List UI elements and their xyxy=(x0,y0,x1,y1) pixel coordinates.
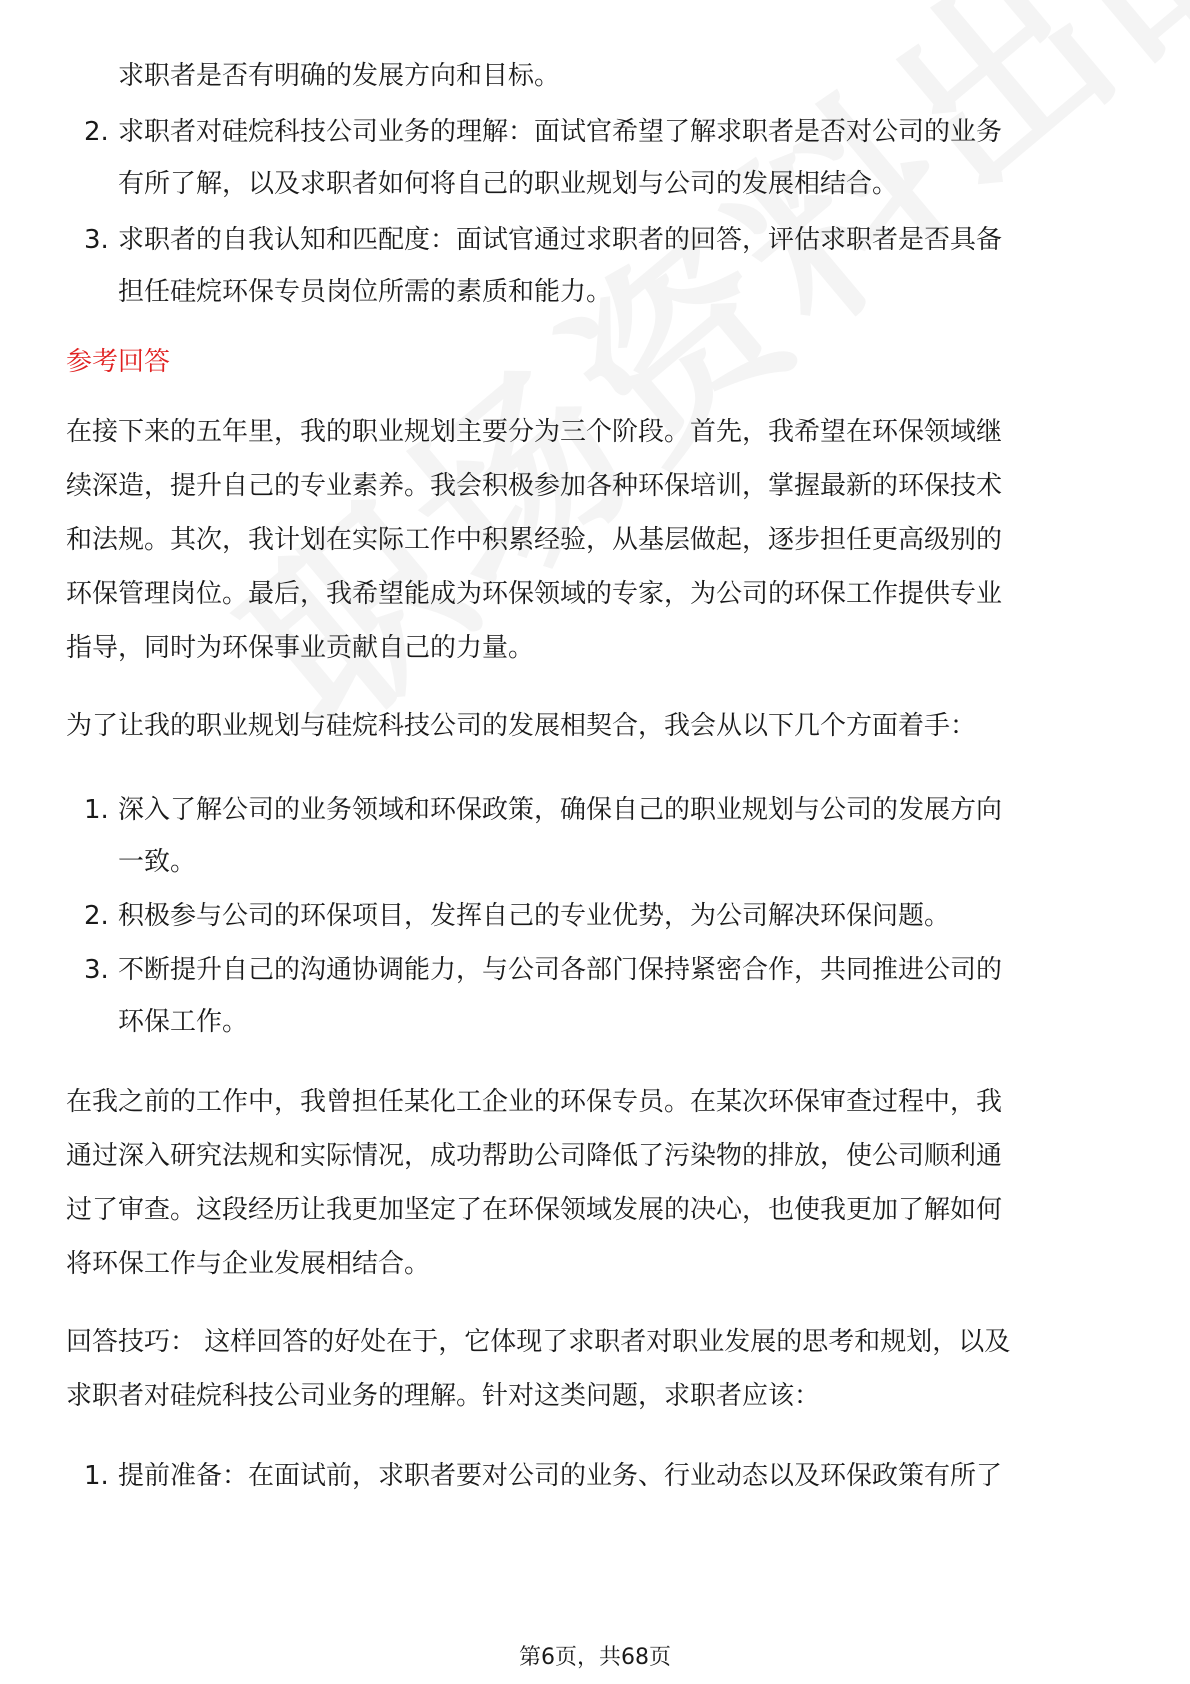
paragraph-line: 通过深入研究法规和实际情况，成功帮助公司降低了污染物的排放，使公司顺利通 xyxy=(66,1141,1003,1171)
paragraph-line: 和法规。其次，我计划在实际工作中积累经验，从基层做起，逐步担任更高级别的 xyxy=(66,525,1003,555)
list-item-text: 一致。 xyxy=(118,847,197,877)
paragraph-line: 回答技巧： 这样回答的好处在于，它体现了求职者对职业发展的思考和规划，以及 xyxy=(66,1327,1011,1357)
list-number: 3. xyxy=(84,955,109,985)
list-item-text: 担任硅烷环保专员岗位所需的素质和能力。 xyxy=(118,277,613,307)
list-continuation: 求职者是否有明确的发展方向和目标。 xyxy=(118,61,561,91)
list-item-text: 积极参与公司的环保项目，发挥自己的专业优势，为公司解决环保问题。 xyxy=(118,901,951,931)
list-number: 1. xyxy=(84,1461,109,1491)
list-number: 3. xyxy=(84,225,109,255)
list-item-text: 求职者的自我认知和匹配度：面试官通过求职者的回答，评估求职者是否具备 xyxy=(118,225,1003,255)
list-item-text: 求职者对硅烷科技公司业务的理解：面试官希望了解求职者是否对公司的业务 xyxy=(118,117,1003,147)
list-number: 1. xyxy=(84,795,109,825)
paragraph-line: 在我之前的工作中，我曾担任某化工企业的环保专员。在某次环保审查过程中，我 xyxy=(66,1087,1003,1117)
list-item-text: 提前准备：在面试前，求职者要对公司的业务、行业动态以及环保政策有所了 xyxy=(118,1461,1003,1491)
paragraph-line: 过了审查。这段经历让我更加坚定了在环保领域发展的决心，也使我更加了解如何 xyxy=(66,1195,1003,1225)
list-item-text: 深入了解公司的业务领域和环保政策，确保自己的职业规划与公司的发展方向 xyxy=(118,795,1003,825)
paragraph-line: 求职者对硅烷科技公司业务的理解。针对这类问题，求职者应该： xyxy=(66,1381,821,1411)
paragraph-line: 续深造，提升自己的专业素养。我会积极参加各种环保培训，掌握最新的环保技术 xyxy=(66,471,1003,501)
list-number: 2. xyxy=(84,117,109,147)
section-heading: 参考回答 xyxy=(66,347,171,377)
page-footer: 第6页，共68页 xyxy=(519,1645,671,1670)
paragraph-line: 指导，同时为环保事业贡献自己的力量。 xyxy=(66,633,535,663)
list-number: 2. xyxy=(84,901,109,931)
list-item-text: 有所了解，以及求职者如何将自己的职业规划与公司的发展相结合。 xyxy=(118,169,899,199)
paragraph-line: 将环保工作与企业发展相结合。 xyxy=(66,1249,431,1279)
paragraph-line: 为了让我的职业规划与硅烷科技公司的发展相契合，我会从以下几个方面着手： xyxy=(66,711,977,741)
paragraph-line: 环保管理岗位。最后，我希望能成为环保领域的专家，为公司的环保工作提供专业 xyxy=(66,579,1003,609)
list-item-text: 不断提升自己的沟通协调能力，与公司各部门保持紧密合作，共同推进公司的 xyxy=(118,955,1003,985)
paragraph-line: 在接下来的五年里，我的职业规划主要分为三个阶段。首先，我希望在环保领域继 xyxy=(66,417,1003,447)
list-item-text: 环保工作。 xyxy=(118,1007,249,1037)
